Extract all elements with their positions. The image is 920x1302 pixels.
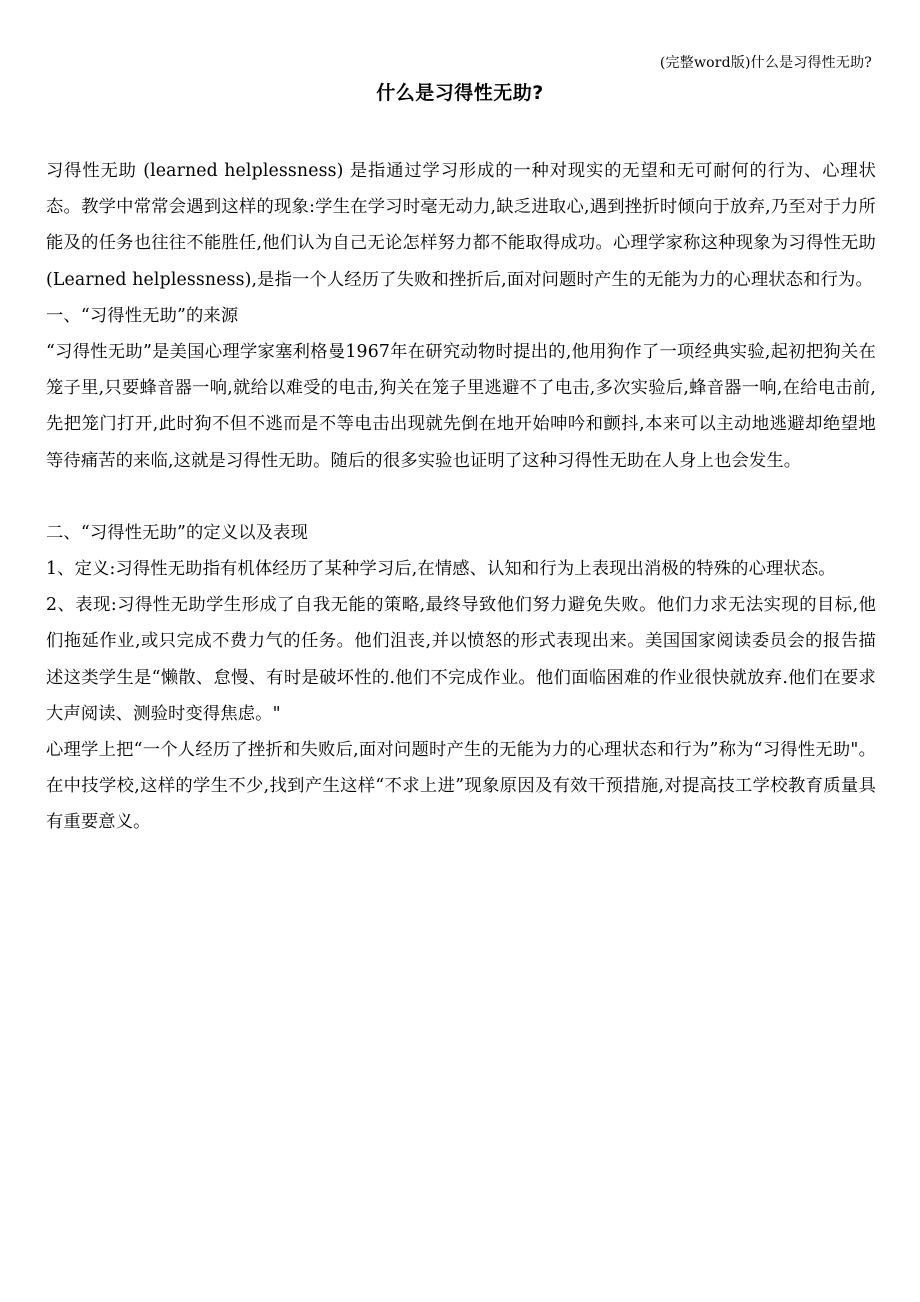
definition-paragraph: 1、定义:习得性无助指有机体经历了某种学习后,在情感、认知和行为上表现出消极的特殊的心理状态。 (46, 559, 836, 580)
document-body (46, 153, 876, 841)
section-heading-origin: 一、“习得性无助”的来源 (46, 305, 239, 326)
manifestation-paragraph: 2、表现:习得性无助学生形成了自我无能的策略,最终导致他们努力避免失败。他们力求无法实现的目标,他们拖延作业,或只完成不费力气的任务。他们沮丧,并以愤怒的形式表现出来。美国国家阅读委员会的报告描述这类学生是“懒散、怠慢、有时是破坏性的.他们不完成作业。他们面临困难的作业很快就放弃.他们在要求大声阅读、测验时变得焦虑。" (46, 595, 876, 724)
page-title: 什么是习得性无助? (376, 82, 544, 104)
intro-paragraph: 习得性无助 (learned helplessness) 是指通过学习形成的一种对现实的无望和无可耐何的行为、心理状态。教学中常常会遇到这样的现象:学生在学习时毫无动力,缺乏进取心,遇到挫折时倾向于放弃,乃至对于力所能及的任务也往往不能胜任,他们认为自己无论怎样努力都不能取得成功。心理学家称这种现象为习得性无助(Learned helplessness),是指一个人经历了失败和挫折后,面对问题时产生的无能为力的心理状态和行为。 (46, 161, 876, 290)
origin-paragraph: “习得性无助”是美国心理学家塞利格曼1967年在研究动物时提出的,他用狗作了一项经典实验,起初把狗关在笼子里,只要蜂音器一响,就给以难受的电击,狗关在笼子里逃避不了电击,多次实验后,蜂音器一响,在给电击前,先把笼门打开,此时狗不但不逃而是不等电击出现就先倒在地开始呻吟和颤抖,本来可以主动地逃避却绝望地等待痛苦的来临,这就是习得性无助。随后的很多实验也证明了这种习得性无助在人身上也会发生。 (46, 342, 876, 471)
running-header: (完整word版)什么是习得性无助? (659, 55, 872, 71)
conclusion-paragraph: 心理学上把“一个人经历了挫折和失败后,面对问题时产生的无能为力的心理状态和行为”称为“习得性无助"。在中技学校,这样的学生不少,找到产生这样“不求上进”现象原因及有效干预措施,对提高技工学校教育质量具有重要意义。 (46, 740, 876, 833)
section-heading-definition: 二、“习得性无助”的定义以及表现 (46, 522, 309, 543)
